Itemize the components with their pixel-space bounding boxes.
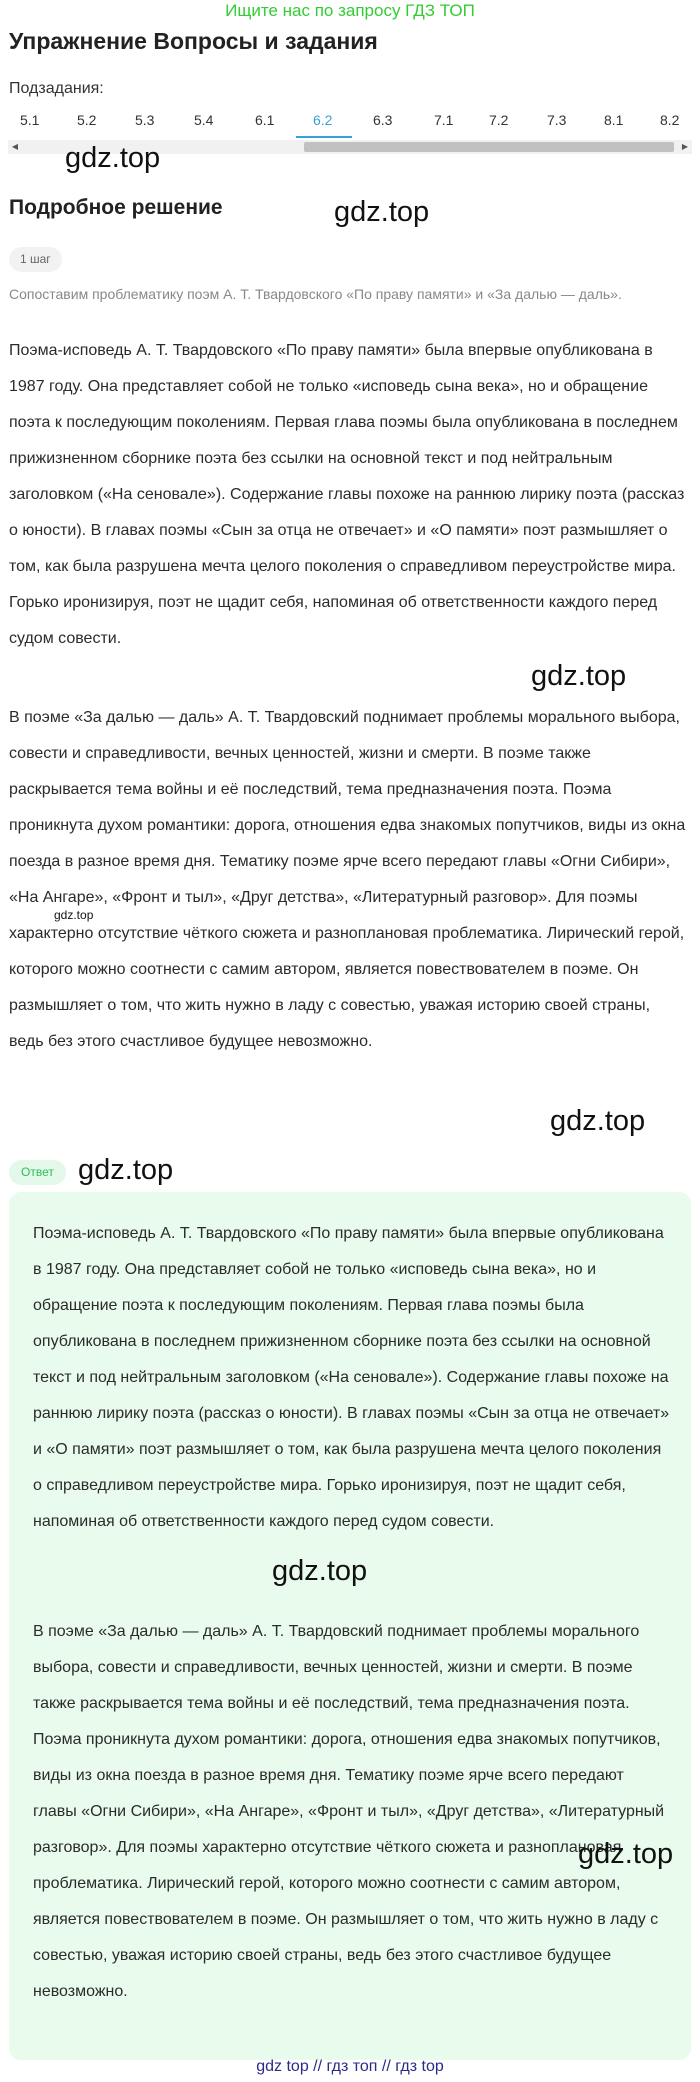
subtask-tab-5-1[interactable]: 5.1 [20,112,40,128]
search-banner: Ищите нас по запросу ГДЗ ТОП [225,1,475,20]
watermark: gdz.top [78,1154,174,1186]
subtask-tab-8-2[interactable]: 8.2 [660,112,680,128]
answer-badge: Ответ [9,1160,66,1185]
step-badge: 1 шаг [9,247,62,272]
subtask-tab-6-3[interactable]: 6.3 [373,112,393,128]
watermark: gdz.top [65,142,161,174]
watermark: gdz.top [550,1105,646,1137]
watermark: gdz.top [531,660,627,692]
solution-paragraph: В поэме «За далью — даль» А. Т. Твардовский поднимает проблемы морального выбора, совести и справедливости, вечных ценностей, жизни и смерти. В поэме также раскрывается тема войны и её последствий, тема предназначения поэта. Поэма проникнута духом романтики: дорога, отношения едва знакомых попутчиков, виды из окна поезда в разное время дня. Тематику поэме ярче всего передают главы «Огни Сибири», «На Ангаре», «Фронт и тыл», «Друг детства», «Литературный разговор». Для поэмы характерно отсутствие чёткого сюжета и разноплановая проблематика. Лирический герой, которого можно соотнести с самим автором, является повествователем в поэме. Он размышляет о том, что жить нужно в ладу с совестью, уважая историю своей страны, ведь без этого счастливое будущее невозможно. [9,709,686,1050]
solution-paragraph: Поэма-исповедь А. Т. Твардовского «По праву памяти» была впервые опубликована в 1987 году. Она представляет собой не только «исповедь сына века», но и обращение поэта к последующим поколениям. Первая глава поэмы была опубликована в последнем прижизненном сборнике поэта без ссылки на основной текст и под нейтральным заголовком («На сеновале»). Содержание главы похоже на раннюю лирику поэта (рассказ о юности). В главах поэмы «Сын за отца не отвечает» и «О памяти» поэт размышляет о том, как была разрушена мечта целого поколения о справедливом переустройстве мира. Горько иронизируя, поэт не щадит себя, напоминая об ответственности каждого перед судом совести. [9,342,685,647]
subtask-tab-5-2[interactable]: 5.2 [77,112,97,128]
subtask-tab-7-2[interactable]: 7.2 [489,112,509,128]
scrollbar-thumb[interactable] [304,142,674,152]
scroll-left-icon[interactable]: ◀ [11,142,19,151]
subtask-tab-5-3[interactable]: 5.3 [135,112,155,128]
footer-link-gdz-top-ru[interactable]: гдз топ [326,2058,378,2075]
subtask-tab-7-3[interactable]: 7.3 [547,112,567,128]
answer-box [9,1192,691,2060]
watermark: gdz.top [272,1555,368,1587]
watermark: gdz.top [334,196,430,228]
watermark: gdz.top [54,908,94,922]
subtask-tab-7-1[interactable]: 7.1 [434,112,454,128]
subtasks-tabs [0,106,700,138]
active-tab-indicator [296,136,352,138]
page-title: Упражнение Вопросы и задания [9,28,378,54]
watermark: gdz.top [578,1838,674,1870]
answer-paragraph: В поэме «За далью — даль» А. Т. Твардовский поднимает проблемы морального выбора, совести и справедливости, вечных ценностей, жизни и смерти. В поэме также раскрывается тема войны и её последствий, тема предназначения поэта. Поэма проникнута духом романтики: дорога, отношения едва знакомых попутчиков, виды из окна поезда в разное время дня. Тематику поэме ярче всего передают главы «Огни Сибири», «На Ангаре», «Фронт и тыл», «Друг детства», «Литературный разговор». Для поэмы характерно отсутствие чёткого сюжета и разноплановая проблематика. Лирический герой, которого можно соотнести с самим автором, является повествователем в поэме. Он размышляет о том, что жить нужно в ладу с совестью, уважая историю своей страны, ведь без этого счастливое будущее невозможно. [33,1623,665,2000]
subtask-tab-6-1[interactable]: 6.1 [255,112,275,128]
footer-link-gdz-top[interactable]: gdz top [256,2058,309,2075]
answer-paragraph: Поэма-исповедь А. Т. Твардовского «По праву памяти» была впервые опубликована в 1987 году. Она представляет собой не только «исповедь сына века», но и обращение поэта к последующим поколениям. Первая глава поэмы была опубликована в последнем прижизненном сборнике поэта без ссылки на основной текст и под нейтральным заголовком («На сеновале»). Содержание главы похоже на раннюю лирику поэта (рассказ о юности). В главах поэмы «Сын за отца не отвечает» и «О памяти» поэт размышляет о том, как была разрушена мечта целого поколения о справедливом переустройстве мира. Горько иронизируя, поэт не щадит себя, напоминая об ответственности каждого перед судом совести. [33,1225,670,1530]
step-hint: Сопоставим проблематику поэм А. Т. Твардовского «По праву памяти» и «За далью — даль». [9,286,622,302]
scroll-right-icon[interactable]: ▶ [681,142,689,151]
footer-separator: // [381,2058,391,2075]
subtask-tab-8-1[interactable]: 8.1 [604,112,624,128]
subtask-tab-6-2[interactable]: 6.2 [313,112,333,128]
subtasks-label: Подзадания: [9,80,104,97]
subtask-tab-5-4[interactable]: 5.4 [194,112,214,128]
solution-title: Подробное решение [9,196,223,219]
footer-links [0,2058,700,2076]
footer-separator: // [313,2058,323,2075]
footer-link-gdz-top-mixed[interactable]: гдз top [395,2058,444,2075]
